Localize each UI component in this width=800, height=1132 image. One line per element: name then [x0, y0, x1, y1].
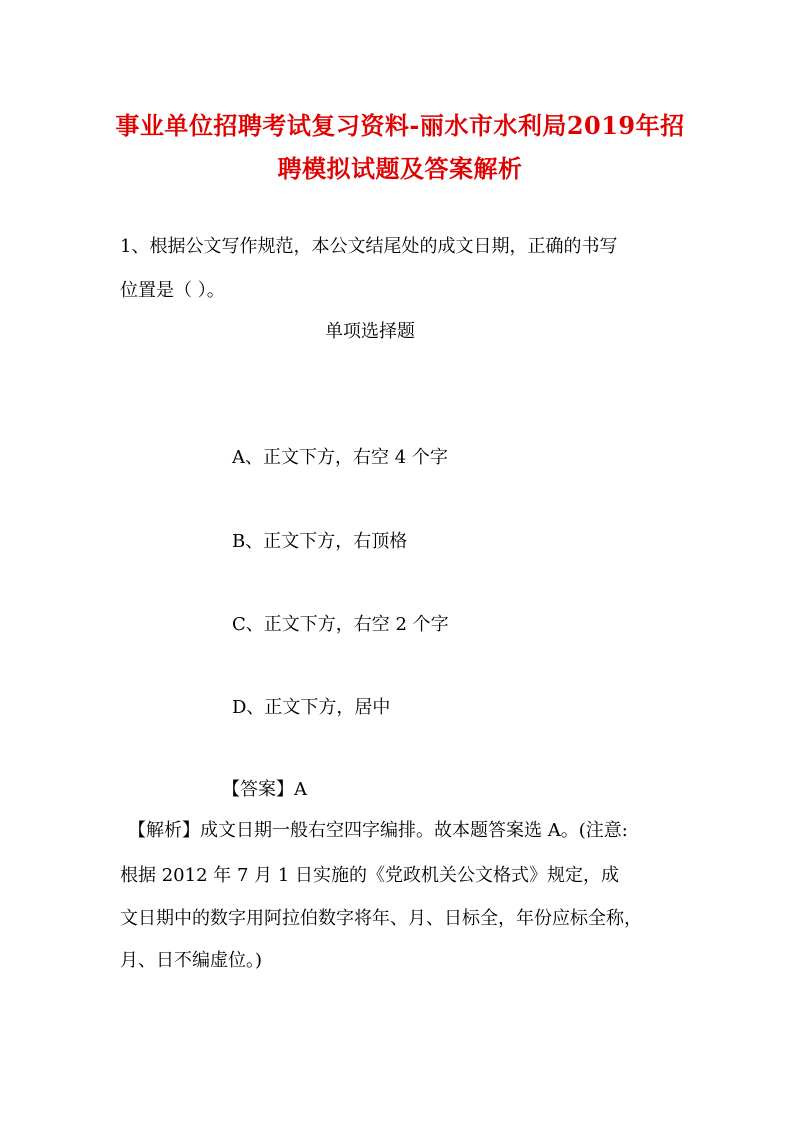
- option-c: C、正文下方，右空 2 个字: [232, 614, 449, 635]
- document-title-line-1: 事业单位招聘考试复习资料-丽水市水利局2019年招: [115, 111, 685, 140]
- option-a: A、正文下方，右空 4 个字: [232, 447, 448, 468]
- question-text-line-2: 位置是（ ）。: [120, 280, 225, 301]
- explanation-line-2: 根据 2012 年 7 月 1 日实施的《党政机关公文格式》规定，成: [120, 865, 620, 886]
- question-text-line-1: 1、根据公文写作规范，本公文结尾处的成文日期，正确的书写: [120, 236, 618, 257]
- explanation-line-1: 【解析】成文日期一般右空四字编排。故本题答案选 A。(注意:: [128, 820, 628, 841]
- answer-line: 【答案】A: [222, 779, 307, 800]
- document-title-line-2: 聘模拟试题及答案解析: [277, 154, 523, 183]
- explanation-line-3: 文日期中的数字用阿拉伯数字将年、月、日标全，年份应标全称，: [120, 908, 642, 929]
- explanation-line-4: 月、日不编虚位。): [120, 950, 263, 971]
- option-d: D、正文下方，居中: [232, 697, 391, 718]
- question-type-label: 单项选择题: [325, 321, 415, 342]
- option-b: B、正文下方，右顶格: [232, 531, 408, 552]
